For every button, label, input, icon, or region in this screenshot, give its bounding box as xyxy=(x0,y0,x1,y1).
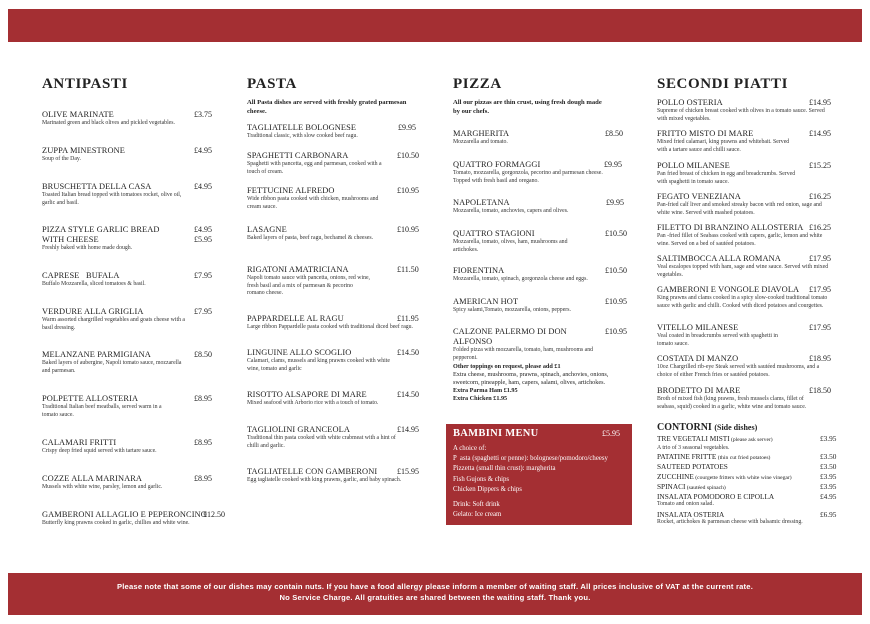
item-price: £10.95 xyxy=(397,186,419,195)
top-banner xyxy=(8,9,862,42)
menu-item xyxy=(657,161,831,186)
menu-item xyxy=(657,192,832,217)
item-name: FIORENTINA xyxy=(453,266,505,275)
item-price: £10.95 xyxy=(605,327,627,336)
menu-item xyxy=(657,223,832,248)
item-price: £7.95 xyxy=(194,271,212,280)
menu-item xyxy=(42,438,212,456)
item-name: COSTATA DI MANZO xyxy=(657,354,739,363)
item-price: £18.50 xyxy=(809,386,831,395)
bambini-drink: Drink: Soft drink xyxy=(453,501,500,508)
item-price: £9.95 xyxy=(604,160,622,169)
side-dish-name: INSALATA POMODORO E CIPOLLA xyxy=(657,492,775,501)
contorni-heading: CONTORNI xyxy=(657,422,712,433)
side-dish-name: SAUTEED POTATOES xyxy=(657,462,728,471)
menu-item xyxy=(42,225,212,253)
item-desc: Egg tagliatelle cooked with king prawns, garlic, and baby spinach. xyxy=(247,477,402,483)
item-price: £3.75 xyxy=(194,110,212,119)
item-name: BRODETTO DI MARE xyxy=(657,386,741,395)
menu-item xyxy=(42,271,212,289)
footer-allergy-note: Please note that some of our dishes may contain nuts. If you have a food allergy please inform a member of waiting staff. All prices inclusive of VAT at the current rate. xyxy=(116,582,753,591)
item-name: TAGLIATELLE CON GAMBERONI xyxy=(247,467,378,476)
item-price: £14.95 xyxy=(809,129,831,138)
item-price: £15.25 xyxy=(809,161,831,170)
menu-item xyxy=(453,129,628,147)
menu-item xyxy=(657,129,831,154)
item-price: £8.50 xyxy=(194,350,212,359)
menu-item xyxy=(42,110,212,128)
item-price: £8.95 xyxy=(194,394,212,403)
menu-item xyxy=(657,323,831,348)
side-dish-price: £3.95 xyxy=(820,434,837,443)
pasta-title: PASTA xyxy=(247,76,297,92)
item-name: COZZE ALLA MARINARA xyxy=(42,474,143,483)
item-desc: Veal coated in breadcrumbs served with spaghetti in tomato sauce. xyxy=(657,333,778,347)
item-name: SALTIMBOCCA ALLA ROMANA xyxy=(657,254,781,263)
item-price: £14.95 xyxy=(397,425,419,434)
side-dish-price: £6.95 xyxy=(820,510,837,519)
secondi-title: SECONDI PIATTI xyxy=(657,76,789,92)
item-desc: Baked layers of pasta, beef ragu, bechamel & cheeses. xyxy=(247,235,374,241)
item-price: £10.50 xyxy=(605,266,627,275)
item-name: PIZZA STYLE GARLIC BREAD xyxy=(42,225,160,234)
item-price: £12.50 xyxy=(203,510,225,519)
item-price: £17.95 xyxy=(809,285,831,294)
menu-item xyxy=(453,160,622,185)
item-desc: Mussels with white wine, parsley, lemon and garlic. xyxy=(42,484,163,490)
item-name: VITELLO MILANESE xyxy=(657,323,739,332)
item-price: £9.95 xyxy=(606,198,624,207)
menu-item xyxy=(247,425,419,450)
bambini-title: BAMBINI MENU xyxy=(453,428,539,439)
footer-service-note: No Service Charge. All gratuities are shared between the waiting staff. Thank you. xyxy=(279,593,591,602)
item-price: £10.95 xyxy=(605,297,627,306)
menu-item xyxy=(42,146,212,164)
extras-desc: Extra cheese, mushrooms, prawns, spinach, anchovies, onions, sweetcorn, pineapple, ham, capers, salami, olives, artichokes. xyxy=(453,371,609,386)
menu-item xyxy=(657,254,835,279)
item-desc: Soup of the Day. xyxy=(42,156,81,162)
side-dish-price: £3.95 xyxy=(820,472,837,481)
item-desc: Baked layers of aubergine, Napoli tomato sauce, mozzarella and parmesan. xyxy=(42,360,182,374)
pizza-intro: All our pizzas are thin crust, using fresh dough made by our chefs. xyxy=(453,99,602,115)
item-name: TAGLIOLINI GRANCEOLA xyxy=(247,425,350,434)
item-desc: Toasted Italian bread topped with tomatoes rocket, olive oil, garlic and basil. xyxy=(42,192,182,206)
item-name: VERDURE ALLA GRIGLIA xyxy=(42,307,144,316)
side-dish-note: (sautéed spinach) xyxy=(685,485,726,491)
menu-item xyxy=(657,285,832,310)
bambini-line: Fish Gujons & chips xyxy=(453,475,510,483)
side-dish-price: £3.95 xyxy=(820,482,837,491)
side-dish-desc: Tomato and onion salad. xyxy=(657,501,714,507)
extras-title: Other toppings on request, please add £1 xyxy=(453,363,561,370)
menu-item xyxy=(657,386,831,411)
item-price: £4.95 xyxy=(194,146,212,155)
side-dish-price: £3.50 xyxy=(820,462,837,471)
item-desc: Mozzarella, tomato, olives, ham, mushrooms and artichokes. xyxy=(453,239,568,253)
item-desc: King prawns and clams cooked in a spicy slow-cooked traditional tomato sauce with garlic and chilli. Cooked with diced potatoes and courgettes. xyxy=(657,295,828,309)
side-dish-item xyxy=(657,492,842,509)
item-name: LINGUINE ALLO SCOGLIO xyxy=(247,348,352,357)
side-dish-note: (courgette fritters with white wine vinegar) xyxy=(693,475,792,481)
item-desc: Traditional Italian beef meatballs, served warm in a tomato sauce. xyxy=(42,404,162,418)
menu-item xyxy=(247,390,422,408)
antipasti-title: ANTIPASTI xyxy=(42,76,128,92)
item-desc: Spaghetti with pancetta, egg and parmesan, cooked with a touch of cream. xyxy=(247,161,382,175)
item-name: MARGHERITA xyxy=(453,129,510,138)
bambini-menu-box xyxy=(446,424,632,525)
bambini-dessert: Gelato: Ice cream xyxy=(453,511,502,518)
item-price: £14.95 xyxy=(809,98,831,107)
item-name: PAPPARDELLE AL RAGU xyxy=(247,314,344,323)
item-desc: Marinated green and black olives and pickled vegetables. xyxy=(42,120,175,126)
item-desc: Large ribbon Pappardelle pasta cooked with traditional diced beef ragu. xyxy=(247,324,414,330)
item-name: BRUSCHETTA DELLA CASA xyxy=(42,182,152,191)
item-name: FRITTO MISTO DI MARE xyxy=(657,129,754,138)
item-desc: Mixed fried calamari, king prawns and whitebait. Served with a tartare sauce and chilli sauce. xyxy=(657,139,790,153)
item-price: £18.95 xyxy=(809,354,831,363)
item-desc: Mozzarella, tomato, spinach, gorgonzola cheese and eggs. xyxy=(453,276,588,282)
item-name: ZUPPA MINESTRONE xyxy=(42,146,125,155)
item-name: TAGLIATELLE BOLOGNESE xyxy=(247,123,357,132)
item-price: £10.95 xyxy=(397,225,419,234)
menu-item xyxy=(453,327,627,362)
side-dish-item xyxy=(657,434,842,453)
bambini-line: P asta (spaghetti or penne): bolognese/pomodoro/cheesy xyxy=(453,455,608,463)
item-desc: Mozzarella, tomato, anchovies, capers and olives. xyxy=(453,208,569,214)
item-name: LASAGNE xyxy=(247,225,287,234)
item-price-variant: £5.95 xyxy=(194,235,212,244)
item-name: CALAMARI FRITTI xyxy=(42,438,117,447)
footer-banner xyxy=(8,573,862,615)
menu-item xyxy=(42,510,242,528)
side-dish-note: (please ask server) xyxy=(729,437,773,443)
menu-item xyxy=(453,198,628,216)
extra-chicken: Extra Chicken £1.95 xyxy=(453,395,508,402)
item-desc: Freshly baked with home made dough. xyxy=(42,245,133,251)
bambini-drinks xyxy=(453,500,501,520)
item-desc: Calamari, clams, mussels and king prawns cooked with white wine, tomato and garlic xyxy=(247,358,390,372)
menu-item xyxy=(247,265,419,298)
item-desc: Wide ribbon pasta cooked with chicken, mushrooms and cream sauce. xyxy=(247,196,379,210)
item-price: £14.50 xyxy=(397,390,419,399)
item-name: RISOTTO ALSAPORE DI MARE xyxy=(247,390,367,399)
item-desc: Traditional thin pasta cooked with white crabmeat with a hint of chilli and garlic. xyxy=(247,435,396,449)
menu-item xyxy=(657,98,832,123)
side-dish-name: ZUCCHINE xyxy=(657,472,694,481)
menu-item xyxy=(247,123,422,141)
item-price: £15.95 xyxy=(397,467,419,476)
side-dish-desc: A trio of 3 seasonal vegetables. xyxy=(657,445,730,451)
item-desc: Tomato, mozzarella, gorgonzola, pecorino and parmesan cheese. Topped with fresh basil and oregano. xyxy=(453,170,603,184)
menu-item xyxy=(247,314,422,332)
item-price: £7.95 xyxy=(194,307,212,316)
item-price: £8.95 xyxy=(194,438,212,447)
item-price: £8.50 xyxy=(605,129,623,138)
side-dish-price: £3.50 xyxy=(820,452,837,461)
side-dish-price: £4.95 xyxy=(820,492,837,501)
bambini-price: £5.95 xyxy=(602,429,620,438)
item-desc: Warm assorted chargrilled vegetables and goats cheese with a basil dressing. xyxy=(42,317,186,331)
item-desc: Veal escalopes topped with ham, sage and wine sauce. Served with mixed vegetables. xyxy=(657,264,829,278)
item-price: £4.95 xyxy=(194,225,212,234)
item-name: FILETTO DI BRANZINO ALLOSTERIA xyxy=(657,223,804,232)
item-desc: Pan -fried fillet of Seabass cooked with capers, garlic, lemon and white wine. Served on a bed of sautéed potatoes. xyxy=(657,233,823,247)
menu-item xyxy=(42,307,212,332)
item-name: FETTUCINE ALFREDO xyxy=(247,186,335,195)
menu-item xyxy=(453,297,628,315)
item-name: CAPRESE BUFALA xyxy=(42,271,120,280)
menu-item xyxy=(247,225,422,243)
bambini-choices xyxy=(453,444,608,495)
bambini-line: Pizzetta (small thin crust): margherita xyxy=(453,465,556,473)
item-price: £9.95 xyxy=(398,123,416,132)
item-name-variant: WITH CHEESE xyxy=(42,235,99,244)
pasta-intro: All Pasta dishes are served with freshly grated parmesan cheese. xyxy=(247,99,407,115)
side-dish-item xyxy=(657,462,842,471)
item-price: £14.50 xyxy=(397,348,419,357)
item-name: MELANZANE PARMIGIANA xyxy=(42,350,151,359)
item-desc: 10oz Chargrilled rib-eye Steak served with sautéed mushrooms, and a choice of either French fries or sautéed potatoes. xyxy=(657,364,820,378)
item-desc: Pan-fried calf liver and smoked streaky bacon with red onion, sage and white wine. Served with mashed potatoes. xyxy=(657,202,822,216)
item-name: CALZONE PALERMO DI DON ALFONSO xyxy=(453,327,567,346)
item-name: POLPETTE ALLOSTERIA xyxy=(42,394,139,403)
item-desc: Mixed seafood with Arborio rice with a touch of tomato. xyxy=(247,400,379,406)
item-name: GAMBERONI E VONGOLE DIAVOLA xyxy=(657,285,800,294)
item-price: £17.95 xyxy=(809,254,831,263)
menu-item xyxy=(453,229,627,254)
item-desc: Broth of mixed fish (king prawns, fresh mussels clams, fillet of seabass, squid) cooked in a garlic, white wine and tomato sauce. xyxy=(657,396,807,410)
item-name: OLIVE MARINATE xyxy=(42,110,114,119)
item-price: £11.95 xyxy=(397,314,419,323)
item-desc: Pan fried breast of chicken in egg and breadcrumbs. Served with spaghetti in tomato sauce. xyxy=(657,171,796,185)
item-name: FEGATO VENEZIANA xyxy=(657,192,741,201)
item-desc: Traditional classic, with slow cooked beef ragu. xyxy=(247,133,358,139)
extra-parma-ham: Extra Parma Ham £1.95 xyxy=(453,387,518,394)
item-price: £16.25 xyxy=(809,223,831,232)
menu-item xyxy=(42,350,212,375)
item-price: £10.50 xyxy=(397,151,419,160)
side-dish-name: TRE VEGETALI MISTI xyxy=(657,434,730,443)
bambini-line: Chicken Dippers & chips xyxy=(453,485,522,493)
side-dish-name: PATATINE FRITTE xyxy=(657,452,717,461)
item-name: POLLO OSTERIA xyxy=(657,98,723,107)
item-desc: Folded pizza with mozzarella, tomato, ham, mushrooms and pepperoni. xyxy=(453,347,594,361)
item-desc: Butterfly king prawns cooked in garlic, chillies and white wine. xyxy=(42,520,190,526)
side-dish-item xyxy=(657,510,842,527)
pizza-extras xyxy=(453,363,633,403)
menu-item xyxy=(247,467,422,485)
item-price: £8.95 xyxy=(194,474,212,483)
item-name: SPAGHETTI CARBONARA xyxy=(247,151,349,160)
item-price: £17.95 xyxy=(809,323,831,332)
bambini-line: A choice of: xyxy=(453,445,487,452)
menu-item xyxy=(247,186,419,211)
item-name: AMERICAN HOT xyxy=(453,297,519,306)
item-price: £4.95 xyxy=(194,182,212,191)
contorni-title xyxy=(657,422,757,433)
item-name: NAPOLETANA xyxy=(453,198,510,207)
item-desc: Buffalo Mozzarella, sliced tomatoes & basil. xyxy=(42,281,146,287)
side-dish-name: INSALATA OSTERIA xyxy=(657,510,725,519)
menu-item xyxy=(42,394,212,419)
item-price: £16.25 xyxy=(809,192,831,201)
item-price: £10.50 xyxy=(605,229,627,238)
item-desc: Napoli tomato sauce with pancetta, onions, red wine, fresh basil and a mix of parmesan & pecorino romano cheese. xyxy=(247,275,370,297)
menu-item xyxy=(453,266,628,284)
item-desc: Spicy salami,Tomato, mozzarella, onions, peppers. xyxy=(453,307,571,313)
item-desc: Supreme of chicken breast cooked with olives in a tomato sauce. Served with mixed vegetables. xyxy=(657,108,825,122)
item-name: POLLO MILANESE xyxy=(657,161,730,170)
menu-item xyxy=(247,348,419,373)
pizza-title: PIZZA xyxy=(453,76,502,92)
menu-item xyxy=(247,151,419,176)
menu-item xyxy=(657,354,832,379)
item-price: £11.50 xyxy=(397,265,419,274)
item-name: GAMBERONI ALLAGLIO E PEPERONCINO xyxy=(42,510,207,519)
menu-item xyxy=(42,474,212,492)
menu-item xyxy=(42,182,212,207)
contorni-subtitle: (Side dishes) xyxy=(714,423,758,432)
item-name: QUATTRO FORMAGGI xyxy=(453,160,541,169)
side-dish-desc: Rocket, artichokes & parmesan cheese with balsamic dressing. xyxy=(657,519,803,525)
side-dish-note: (thin cut fried potatoes) xyxy=(716,455,771,461)
side-dish-name: SPINACI xyxy=(657,482,686,491)
item-name: QUATTRO STAGIONI xyxy=(453,229,535,238)
item-desc: Crispy deep fried squid served with tartare sauce. xyxy=(42,448,157,454)
item-name: RIGATONI AMATRICIANA xyxy=(247,265,349,274)
item-desc: Mozzarella and tomato. xyxy=(453,139,508,145)
